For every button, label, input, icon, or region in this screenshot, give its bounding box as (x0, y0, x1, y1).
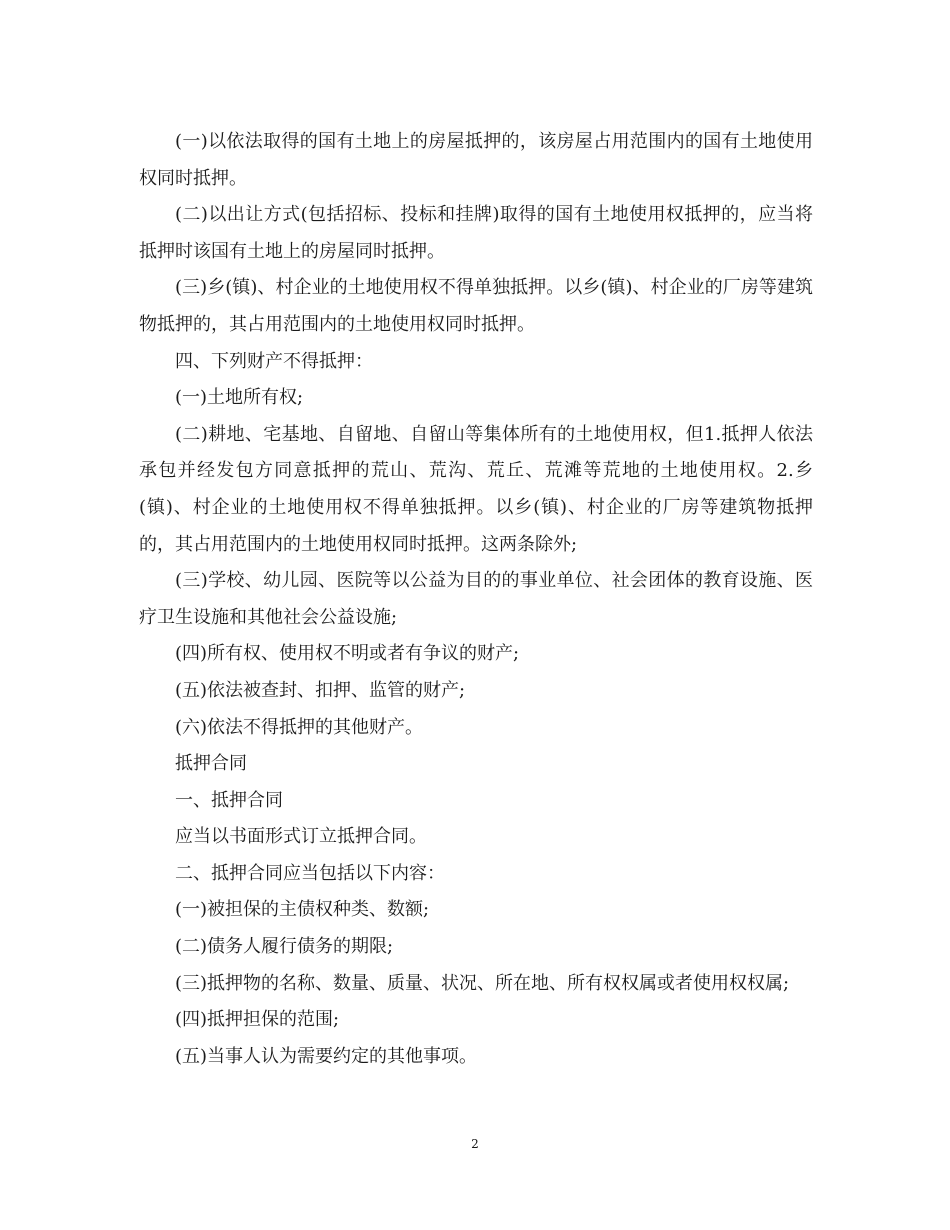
paragraph: (四)抵押担保的范围; (175, 1009, 340, 1031)
section-heading: 二、抵押合同应当包括以下内容： (175, 862, 445, 884)
paragraph: (五)依法被查封、扣押、监管的财产; (175, 679, 466, 701)
section-heading: 一、抵押合同 (175, 789, 283, 811)
section-heading: 四、下列财产不得抵押： (175, 350, 373, 372)
paragraph: (一)被担保的主债权种类、数额; (175, 899, 430, 921)
paragraph: (四)所有权、使用权不明或者有争议的财产; (175, 643, 520, 665)
section-title: 抵押合同 (175, 753, 247, 775)
paragraph: 应当以书面形式订立抵押合同。 (175, 826, 427, 848)
paragraph: (一)以依法取得的国有土地上的房屋抵押的，该房屋占用范围内的国有土地使用权同时抵押。 (139, 131, 813, 189)
paragraph: (二)债务人履行债务的期限; (175, 936, 394, 958)
document-body (139, 124, 813, 1075)
paragraph: (六)依法不得抵押的其他财产。 (175, 716, 424, 738)
paragraph: (三)学校、幼儿园、医院等以公益为目的的事业单位、社会团体的教育设施、医疗卫生设施和其他社会公益设施; (139, 570, 813, 628)
paragraph: (二)耕地、宅基地、自留地、自留山等集体所有的土地使用权，但1.抵押人依法承包并经发包方同意抵押的荒山、荒沟、荒丘、荒滩等荒地的土地使用权。2.乡(镇)、村企业的土地使用权不得单独抵押。以乡(镇)、村企业的厂房等建筑物抵押的，其占用范围内的土地使用权同时抵押。这两条除外; (139, 423, 813, 555)
paragraph: (二)以出让方式(包括招标、投标和挂牌)取得的国有土地使用权抵押的，应当将抵押时该国有土地上的房屋同时抵押。 (139, 204, 813, 262)
paragraph: (三)乡(镇)、村企业的土地使用权不得单独抵押。以乡(镇)、村企业的厂房等建筑物抵押的，其占用范围内的土地使用权同时抵押。 (139, 277, 813, 335)
paragraph: (三)抵押物的名称、数量、质量、状况、所在地、所有权权属或者使用权权属; (175, 972, 790, 994)
paragraph: (五)当事人认为需要约定的其他事项。 (175, 1045, 478, 1067)
page-number: 2 (471, 1137, 479, 1151)
paragraph: (一)土地所有权; (175, 387, 304, 409)
